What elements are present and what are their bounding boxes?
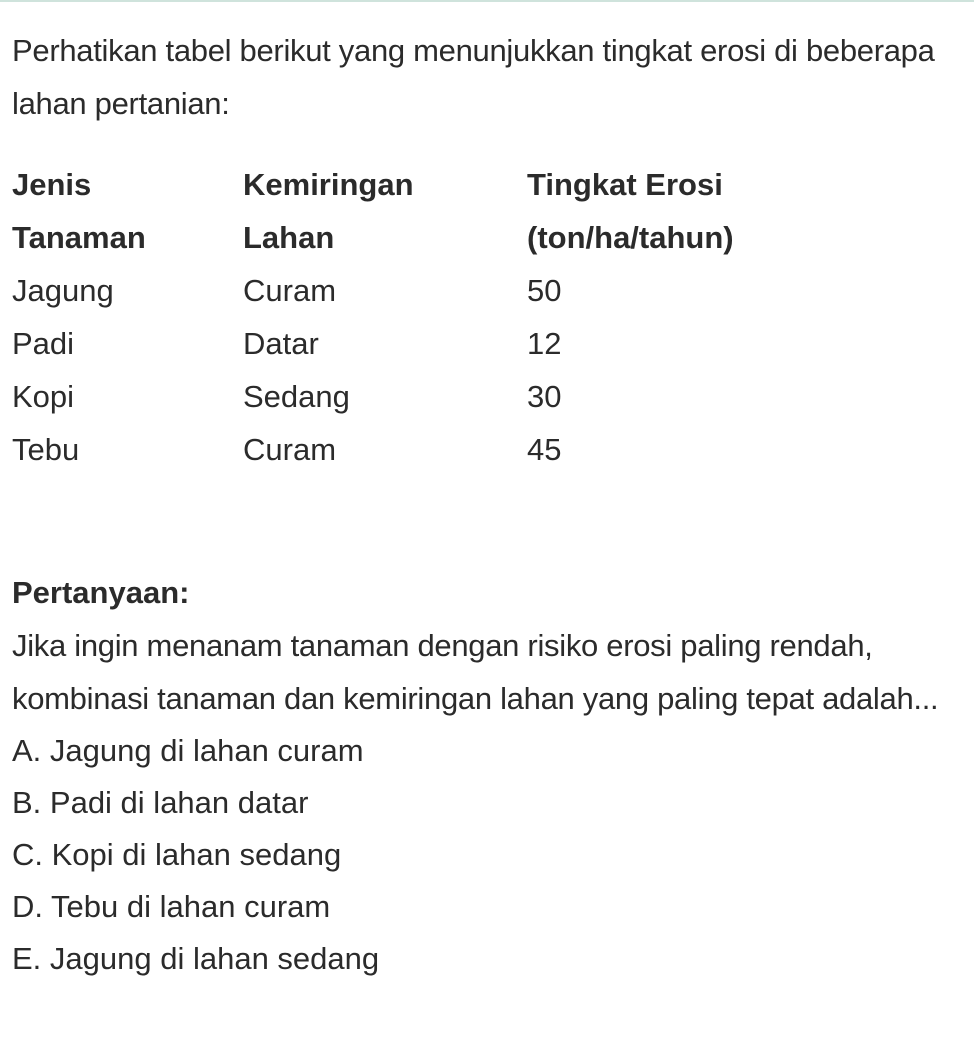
cell-kemiringan: Curam <box>243 273 337 308</box>
header-kemiringan-lahan <box>243 158 527 264</box>
erosion-table <box>12 158 947 476</box>
header-jenis-tanaman <box>12 158 243 264</box>
header-line: Lahan <box>243 220 335 255</box>
option-e: E. Jagung di lahan sedang <box>12 941 380 976</box>
cell-tanaman: Tebu <box>12 432 80 467</box>
option-d: D. Tebu di lahan curam <box>12 889 331 924</box>
question-title: Pertanyaan: <box>12 575 190 610</box>
cell-erosi: 30 <box>527 379 562 414</box>
cell-kemiringan: Curam <box>243 432 337 467</box>
header-line: Kemiringan <box>243 167 414 202</box>
cell-erosi: 45 <box>527 432 562 467</box>
top-divider <box>0 0 974 2</box>
table-row <box>12 317 947 370</box>
option-c: C. Kopi di lahan sedang <box>12 837 342 872</box>
answer-options <box>12 725 962 985</box>
question-text: Jika ingin menanam tanaman dengan risiko erosi paling rendah, kombinasi tanaman dan kemiringan lahan yang paling tepat adalah... <box>12 628 939 716</box>
header-line: (ton/ha/tahun) <box>527 220 734 255</box>
cell-tanaman: Padi <box>12 326 75 361</box>
cell-kemiringan: Datar <box>243 326 319 361</box>
option-b: B. Padi di lahan datar <box>12 785 309 820</box>
cell-erosi: 50 <box>527 273 562 308</box>
cell-tanaman: Kopi <box>12 379 75 414</box>
intro-text: Perhatikan tabel berikut yang menunjukkan tingkat erosi di beberapa lahan pertanian: <box>12 33 935 121</box>
cell-erosi: 12 <box>527 326 562 361</box>
document-body <box>12 24 962 985</box>
cell-kemiringan: Sedang <box>243 379 350 414</box>
option-a: A. Jagung di lahan curam <box>12 733 364 768</box>
table-header-row <box>12 158 947 264</box>
header-line: Tingkat Erosi <box>527 167 723 202</box>
header-line: Tanaman <box>12 220 146 255</box>
table-row <box>12 264 947 317</box>
header-line: Jenis <box>12 167 92 202</box>
table-row <box>12 370 947 423</box>
table-row <box>12 423 947 476</box>
cell-tanaman: Jagung <box>12 273 114 308</box>
header-tingkat-erosi <box>527 158 947 264</box>
